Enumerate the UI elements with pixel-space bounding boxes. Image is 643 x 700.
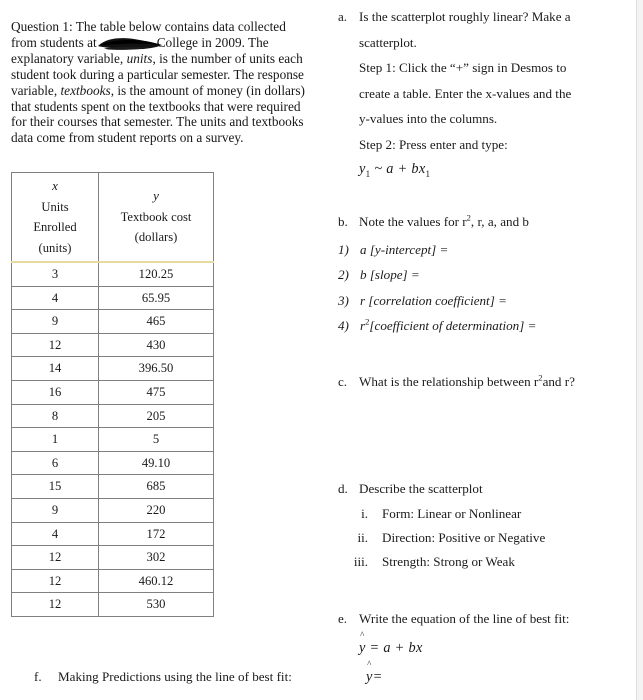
- question-b-item-1-marker: 1): [338, 241, 349, 257]
- table-cell-cost: 396.50: [99, 357, 214, 381]
- question-a-step1b: create a table. Enter the x-values and the: [359, 85, 572, 101]
- table-row: [12, 380, 214, 404]
- question-b-item-4: [338, 313, 628, 339]
- best-fit-equation-template: [359, 630, 628, 657]
- table-row: [12, 286, 214, 310]
- table-cell-units: 12: [12, 546, 99, 570]
- intro-lead: Question 1: The table below contains data collected from students at: [11, 19, 286, 51]
- variable-textbooks-name: textbooks: [60, 82, 111, 98]
- question-f-label: Making Predictions using the line of best fit:: [58, 669, 292, 684]
- question-d-item-iii-marker: iii.: [353, 553, 368, 569]
- best-fit-equation-rhs: = a + bx: [369, 640, 423, 657]
- table-row: [12, 593, 214, 617]
- intro-after-redaction: College in 2009. The explanatory variable,: [11, 35, 269, 66]
- question-a-line2: scatterplot.: [359, 34, 417, 50]
- question-e-marker: e.: [338, 610, 348, 626]
- question-c: [338, 369, 628, 395]
- question-b-item-3-label: r [correlation coefficient] =: [360, 292, 507, 308]
- table-cell-units: 14: [12, 357, 99, 381]
- variable-units-name: units: [126, 50, 153, 66]
- table-cell-cost: 302: [99, 546, 214, 570]
- question-a-step1c: y-values into the columns.: [359, 111, 498, 126]
- question-d: [338, 476, 628, 502]
- table-header-cost-l1: Textbook cost: [120, 209, 192, 224]
- question-f-marker: f.: [34, 669, 42, 684]
- table-cell-units: 12: [12, 569, 99, 593]
- question-c-pre: What is the relationship between r: [359, 373, 539, 389]
- question-b-item-2: [338, 262, 628, 288]
- question-d-item-iii-label: Strength: Strong or Weak: [382, 553, 515, 569]
- question-b-item-1: [338, 237, 628, 263]
- table-header-x-symbol: x: [52, 178, 58, 193]
- table-header-units-l1: Units: [41, 199, 69, 214]
- table-row: [12, 498, 214, 522]
- table-header-units-l3: (units): [38, 240, 72, 255]
- table-cell-cost: 465: [99, 310, 214, 334]
- circumflex-icon: ^: [360, 630, 365, 641]
- question-b-item-1-label: a [y-intercept] =: [360, 241, 449, 257]
- intro-paragraph: [11, 19, 311, 146]
- question-d-item-i: [338, 502, 628, 526]
- table-cell-cost: 5: [99, 428, 214, 452]
- desmos-regression-formula: [359, 157, 628, 187]
- table-cell-cost: 220: [99, 498, 214, 522]
- table-cell-units: 16: [12, 380, 99, 404]
- table-cell-units: 4: [12, 522, 99, 546]
- table-row: [12, 262, 214, 286]
- question-a-step2: Step 2: Press enter and type:: [359, 136, 508, 152]
- question-b-item-4-marker: 4): [338, 318, 349, 334]
- question-b-item-2-marker: 2): [338, 267, 349, 283]
- table-row: [12, 404, 214, 428]
- formula-y-subscript: 1: [365, 168, 371, 179]
- table-cell-units: 9: [12, 498, 99, 522]
- circumflex-icon-2: ^: [367, 659, 372, 670]
- table-cell-units: 12: [12, 333, 99, 357]
- best-fit-equation-blank-rhs: =: [372, 669, 383, 686]
- question-b-marker: b.: [338, 214, 348, 230]
- page-right-margin: [637, 0, 643, 700]
- formula-x-subscript: 1: [425, 168, 431, 179]
- y-hat-2-letter: y: [366, 669, 373, 686]
- table-row: [12, 451, 214, 475]
- table-cell-cost: 530: [99, 593, 214, 617]
- question-c-post: and r?: [542, 373, 575, 389]
- table-row: [12, 428, 214, 452]
- redacted-college-name: [98, 39, 156, 48]
- question-b-item-4-text: [coefficient of determination] =: [369, 318, 537, 334]
- table-row: [12, 546, 214, 570]
- question-d-label: Describe the scatterplot: [359, 481, 483, 497]
- intro-mid-2: , is the amount of money (in dollars) that students spent on the textbooks that were required for their courses that semester. The units and textbooks data come from student reports on a survey.: [11, 82, 305, 146]
- intro-mid-1: , is the number of units each student took during a particular semester. The response variable,: [11, 50, 304, 98]
- question-b: [338, 209, 628, 235]
- table-row: [12, 522, 214, 546]
- table-cell-cost: 49.10: [99, 451, 214, 475]
- table-cell-units: 8: [12, 404, 99, 428]
- units-textbook-cost-table: [11, 172, 214, 617]
- table-header-units: [12, 173, 99, 263]
- table-cell-units: 12: [12, 593, 99, 617]
- table-row: [12, 310, 214, 334]
- question-b-item-3: [338, 288, 628, 314]
- table-cell-cost: 205: [99, 404, 214, 428]
- question-f: [34, 668, 454, 686]
- question-a-step1: Step 1: Click the “+” sign in Desmos to: [359, 60, 567, 75]
- table-body: [12, 262, 214, 616]
- question-b-item-4-superscript: 2: [365, 317, 370, 327]
- formula-y: y: [359, 161, 366, 177]
- question-b-prefix: Note the values for r: [359, 214, 467, 230]
- question-b-superscript: 2: [466, 213, 471, 223]
- y-hat-1: [359, 630, 366, 657]
- table-cell-cost: 460.12: [99, 569, 214, 593]
- table-row: [12, 569, 214, 593]
- table-cell-units: 4: [12, 286, 99, 310]
- table-header-units-l2: Enrolled: [33, 220, 77, 234]
- question-d-marker: d.: [338, 481, 348, 497]
- question-b-item-4-r: r: [360, 318, 366, 334]
- question-b-item-4-label: [360, 318, 536, 333]
- table-header-cost-l2: (dollars): [134, 230, 178, 245]
- question-b-suffix: , r, a, and b: [470, 214, 529, 230]
- table-row: [12, 475, 214, 499]
- table-cell-cost: 685: [99, 475, 214, 499]
- question-e: [338, 606, 628, 632]
- question-d-item-i-label: Form: Linear or Nonlinear: [382, 505, 522, 521]
- table-cell-cost: 120.25: [99, 262, 214, 286]
- question-c-superscript: 2: [538, 372, 543, 383]
- question-d-item-ii-label: Direction: Positive or Negative: [382, 529, 546, 545]
- table-row: [12, 333, 214, 357]
- question-a-marker: a.: [338, 9, 348, 24]
- table-cell-cost: 475: [99, 380, 214, 404]
- table-header-y-symbol: y: [153, 188, 159, 204]
- question-c-marker: c.: [338, 373, 348, 389]
- y-hat-1-letter: y: [359, 640, 366, 657]
- table-row: [12, 357, 214, 381]
- table-cell-units: 1: [12, 428, 99, 452]
- table-header-row: [12, 173, 214, 263]
- question-d-item-ii-marker: ii.: [357, 529, 368, 545]
- right-column: [338, 0, 628, 686]
- table-cell-units: 6: [12, 451, 99, 475]
- question-b-item-3-marker: 3): [338, 292, 349, 308]
- question-d-item-iii: [338, 550, 628, 574]
- question-d-item-i-marker: i.: [361, 505, 368, 521]
- formula-body: ~ a + bx: [374, 161, 426, 177]
- table-cell-units: 3: [12, 262, 99, 286]
- question-a: [338, 4, 628, 187]
- page-edge-line: [636, 0, 637, 700]
- table-cell-cost: 172: [99, 522, 214, 546]
- question-b-item-2-label: b [slope] =: [360, 267, 420, 283]
- table-cell-units: 9: [12, 310, 99, 334]
- question-a-line1: Is the scatterplot roughly linear? Make a: [359, 9, 571, 24]
- question-d-item-ii: [338, 526, 628, 550]
- question-e-label: Write the equation of the line of best fit:: [359, 610, 570, 626]
- table-cell-units: 15: [12, 475, 99, 499]
- left-column: [11, 6, 311, 159]
- table-cell-cost: 430: [99, 333, 214, 357]
- table-cell-cost: 65.95: [99, 286, 214, 310]
- table-header-cost: [99, 173, 214, 263]
